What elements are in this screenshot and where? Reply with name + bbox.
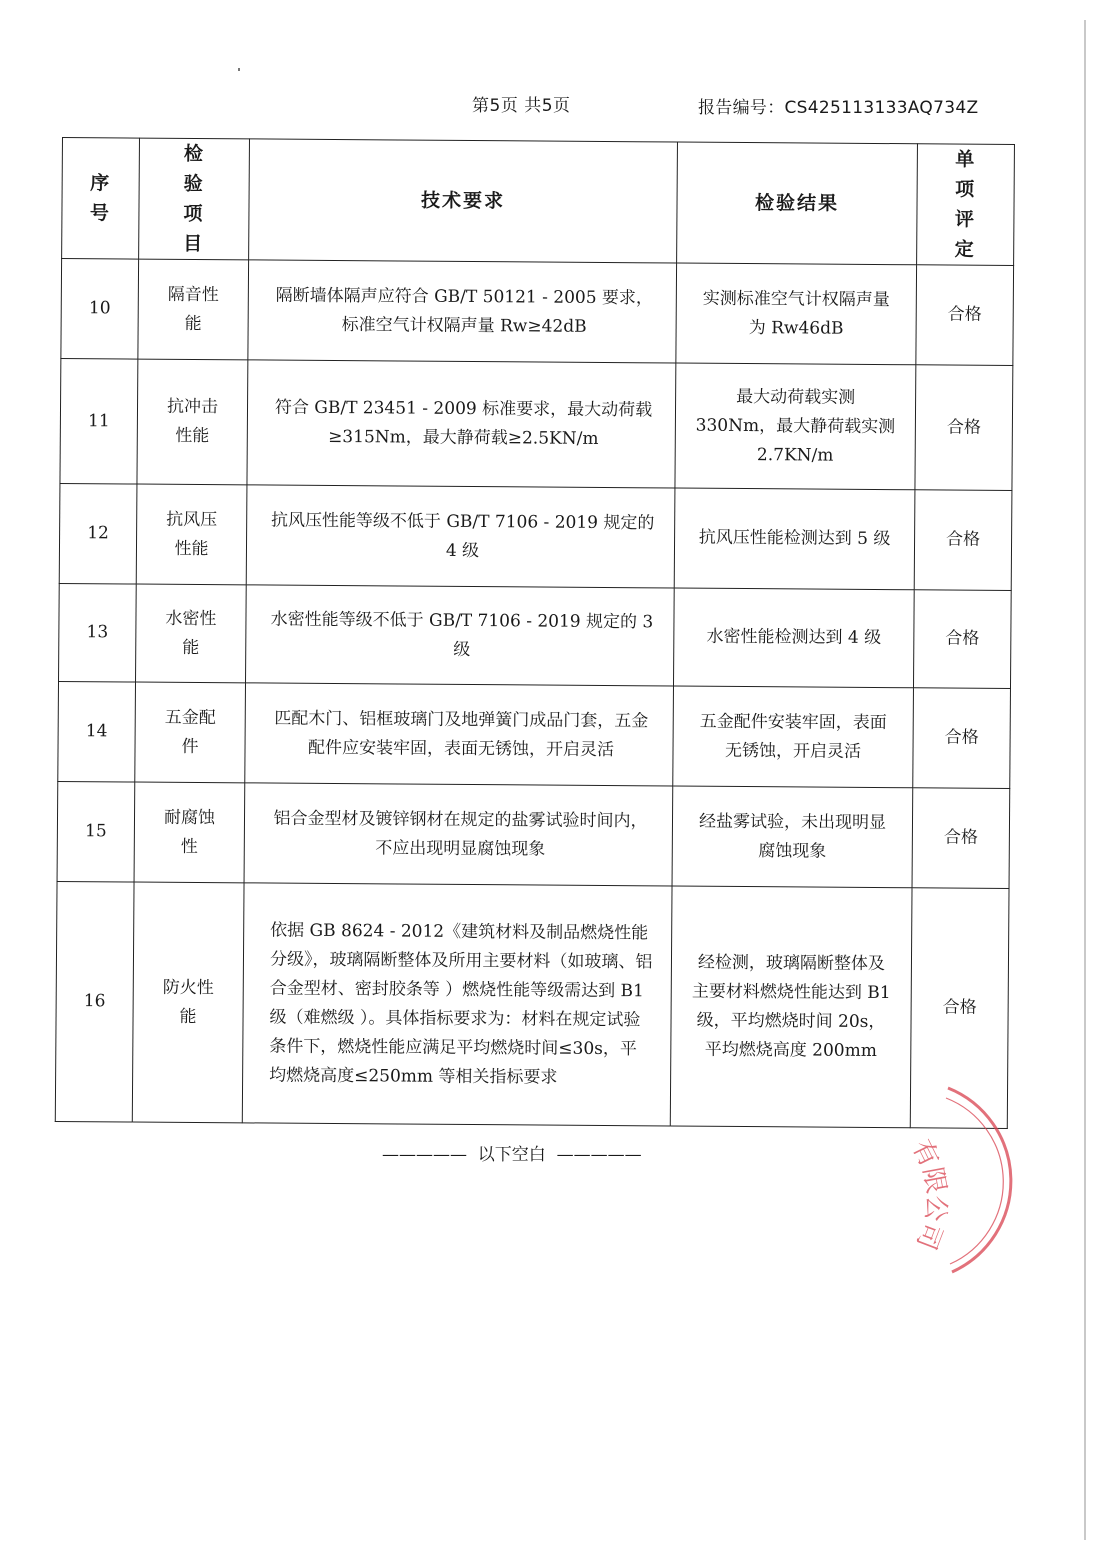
row-requirement: 抗风压性能等级不低于 GB/T 7106 - 2019 规定的 4 级 <box>246 485 675 588</box>
table-header-row <box>62 138 1015 266</box>
seal-ring-inner <box>946 1098 1003 1264</box>
row-item: 防火性能 <box>132 882 244 1123</box>
row-item: 五金配件 <box>135 682 246 783</box>
scan-edge <box>1084 20 1086 1540</box>
row-requirement: 匹配木门、铝框玻璃门及地弹簧门成品门套，五金配件应安装牢固，表面无锈蚀，开启灵活 <box>245 683 674 786</box>
row-verdict: 合格 <box>913 688 1011 789</box>
row-verdict: 合格 <box>914 490 1012 591</box>
row-number: 10 <box>61 259 139 360</box>
row-result: 实测标准空气计权隔声量为 Rw46dB <box>676 263 917 365</box>
row-number: 16 <box>55 881 134 1122</box>
row-verdict: 合格 <box>915 365 1013 491</box>
row-number: 11 <box>60 358 138 484</box>
table-row <box>60 358 1013 490</box>
row-result: 经检测，玻璃隔断整体及主要材料燃烧性能达到 B1 级，平均燃烧时间 20s，平均燃烧高度 200mm <box>670 886 912 1128</box>
row-verdict: 合格 <box>913 590 1011 689</box>
column-header-item: 检验项目 <box>139 138 250 260</box>
blank-below-notice: ————— 以下空白 ————— <box>382 1145 642 1165</box>
row-item: 耐腐蚀性 <box>134 782 245 883</box>
row-number: 14 <box>58 681 136 782</box>
table-row <box>55 881 1009 1128</box>
row-item: 水密性能 <box>136 584 247 683</box>
table-row <box>59 583 1012 688</box>
inspection-table <box>55 137 1015 1129</box>
table-row <box>61 259 1014 366</box>
row-requirement: 水密性能等级不低于 GB/T 7106 - 2019 规定的 3 级 <box>246 585 675 686</box>
row-item: 隔音性能 <box>138 259 249 360</box>
seal-ring-outer <box>948 1088 1011 1272</box>
company-seal-stamp <box>868 1082 1028 1282</box>
table-row <box>58 681 1011 788</box>
report-number: 报告编号：CS425113133AQ734Z <box>698 98 979 118</box>
column-header-no: 序号 <box>62 138 140 260</box>
row-result: 水密性能检测达到 4 级 <box>673 588 914 688</box>
page-number: 第5页 共5页 <box>472 96 571 116</box>
row-number: 12 <box>59 483 137 584</box>
table-row <box>59 483 1012 590</box>
row-requirement: 隔断墙体隔声应符合 GB/T 50121 - 2005 要求，标准空气计权隔声量 Rw≥42dB <box>248 260 677 363</box>
row-verdict: 合格 <box>912 788 1010 889</box>
row-item: 抗冲击性能 <box>137 359 248 485</box>
scan-speck <box>238 68 240 71</box>
row-requirement: 依据 GB 8624 - 2012《建筑材料及制品燃烧性能分级》，玻璃隔断整体及所用主要材料（如玻璃、铝合金型材、密封胶条等 ）燃烧性能等级需达到 B1 级（难燃级 ）。具体指标要求为：材料在规定试验条件下，燃烧性能应满足平均燃烧时间≤30s，平均燃烧高度≤250mm 等相关指标要求 <box>242 883 672 1126</box>
column-header-requirement: 技术要求 <box>249 139 678 263</box>
row-result: 抗风压性能检测达到 5 级 <box>674 488 915 590</box>
table-row <box>57 781 1010 888</box>
row-number: 15 <box>57 781 135 882</box>
row-item: 抗风压性能 <box>136 484 247 585</box>
row-requirement: 符合 GB/T 23451 - 2009 标准要求，最大动荷载≥315Nm，最大静荷载≥2.5KN/m <box>247 360 676 488</box>
seal-text: 有限公司 <box>905 1135 952 1254</box>
row-number: 13 <box>59 583 137 682</box>
row-verdict: 合格 <box>910 888 1009 1129</box>
row-result: 经盐雾试验，未出现明显腐蚀现象 <box>672 786 913 888</box>
row-requirement: 铝合金型材及镀锌钢材在规定的盐雾试验时间内，不应出现明显腐蚀现象 <box>244 783 673 886</box>
inspection-table-wrapper <box>55 137 1014 1129</box>
row-verdict: 合格 <box>916 265 1014 366</box>
row-result: 五金配件安装牢固，表面无锈蚀，开启灵活 <box>673 686 914 788</box>
column-header-verdict: 单项评定 <box>917 144 1015 266</box>
column-header-result: 检验结果 <box>677 142 918 265</box>
row-result: 最大动荷载实测 330Nm，最大静荷载实测 2.7KN/m <box>675 363 916 490</box>
